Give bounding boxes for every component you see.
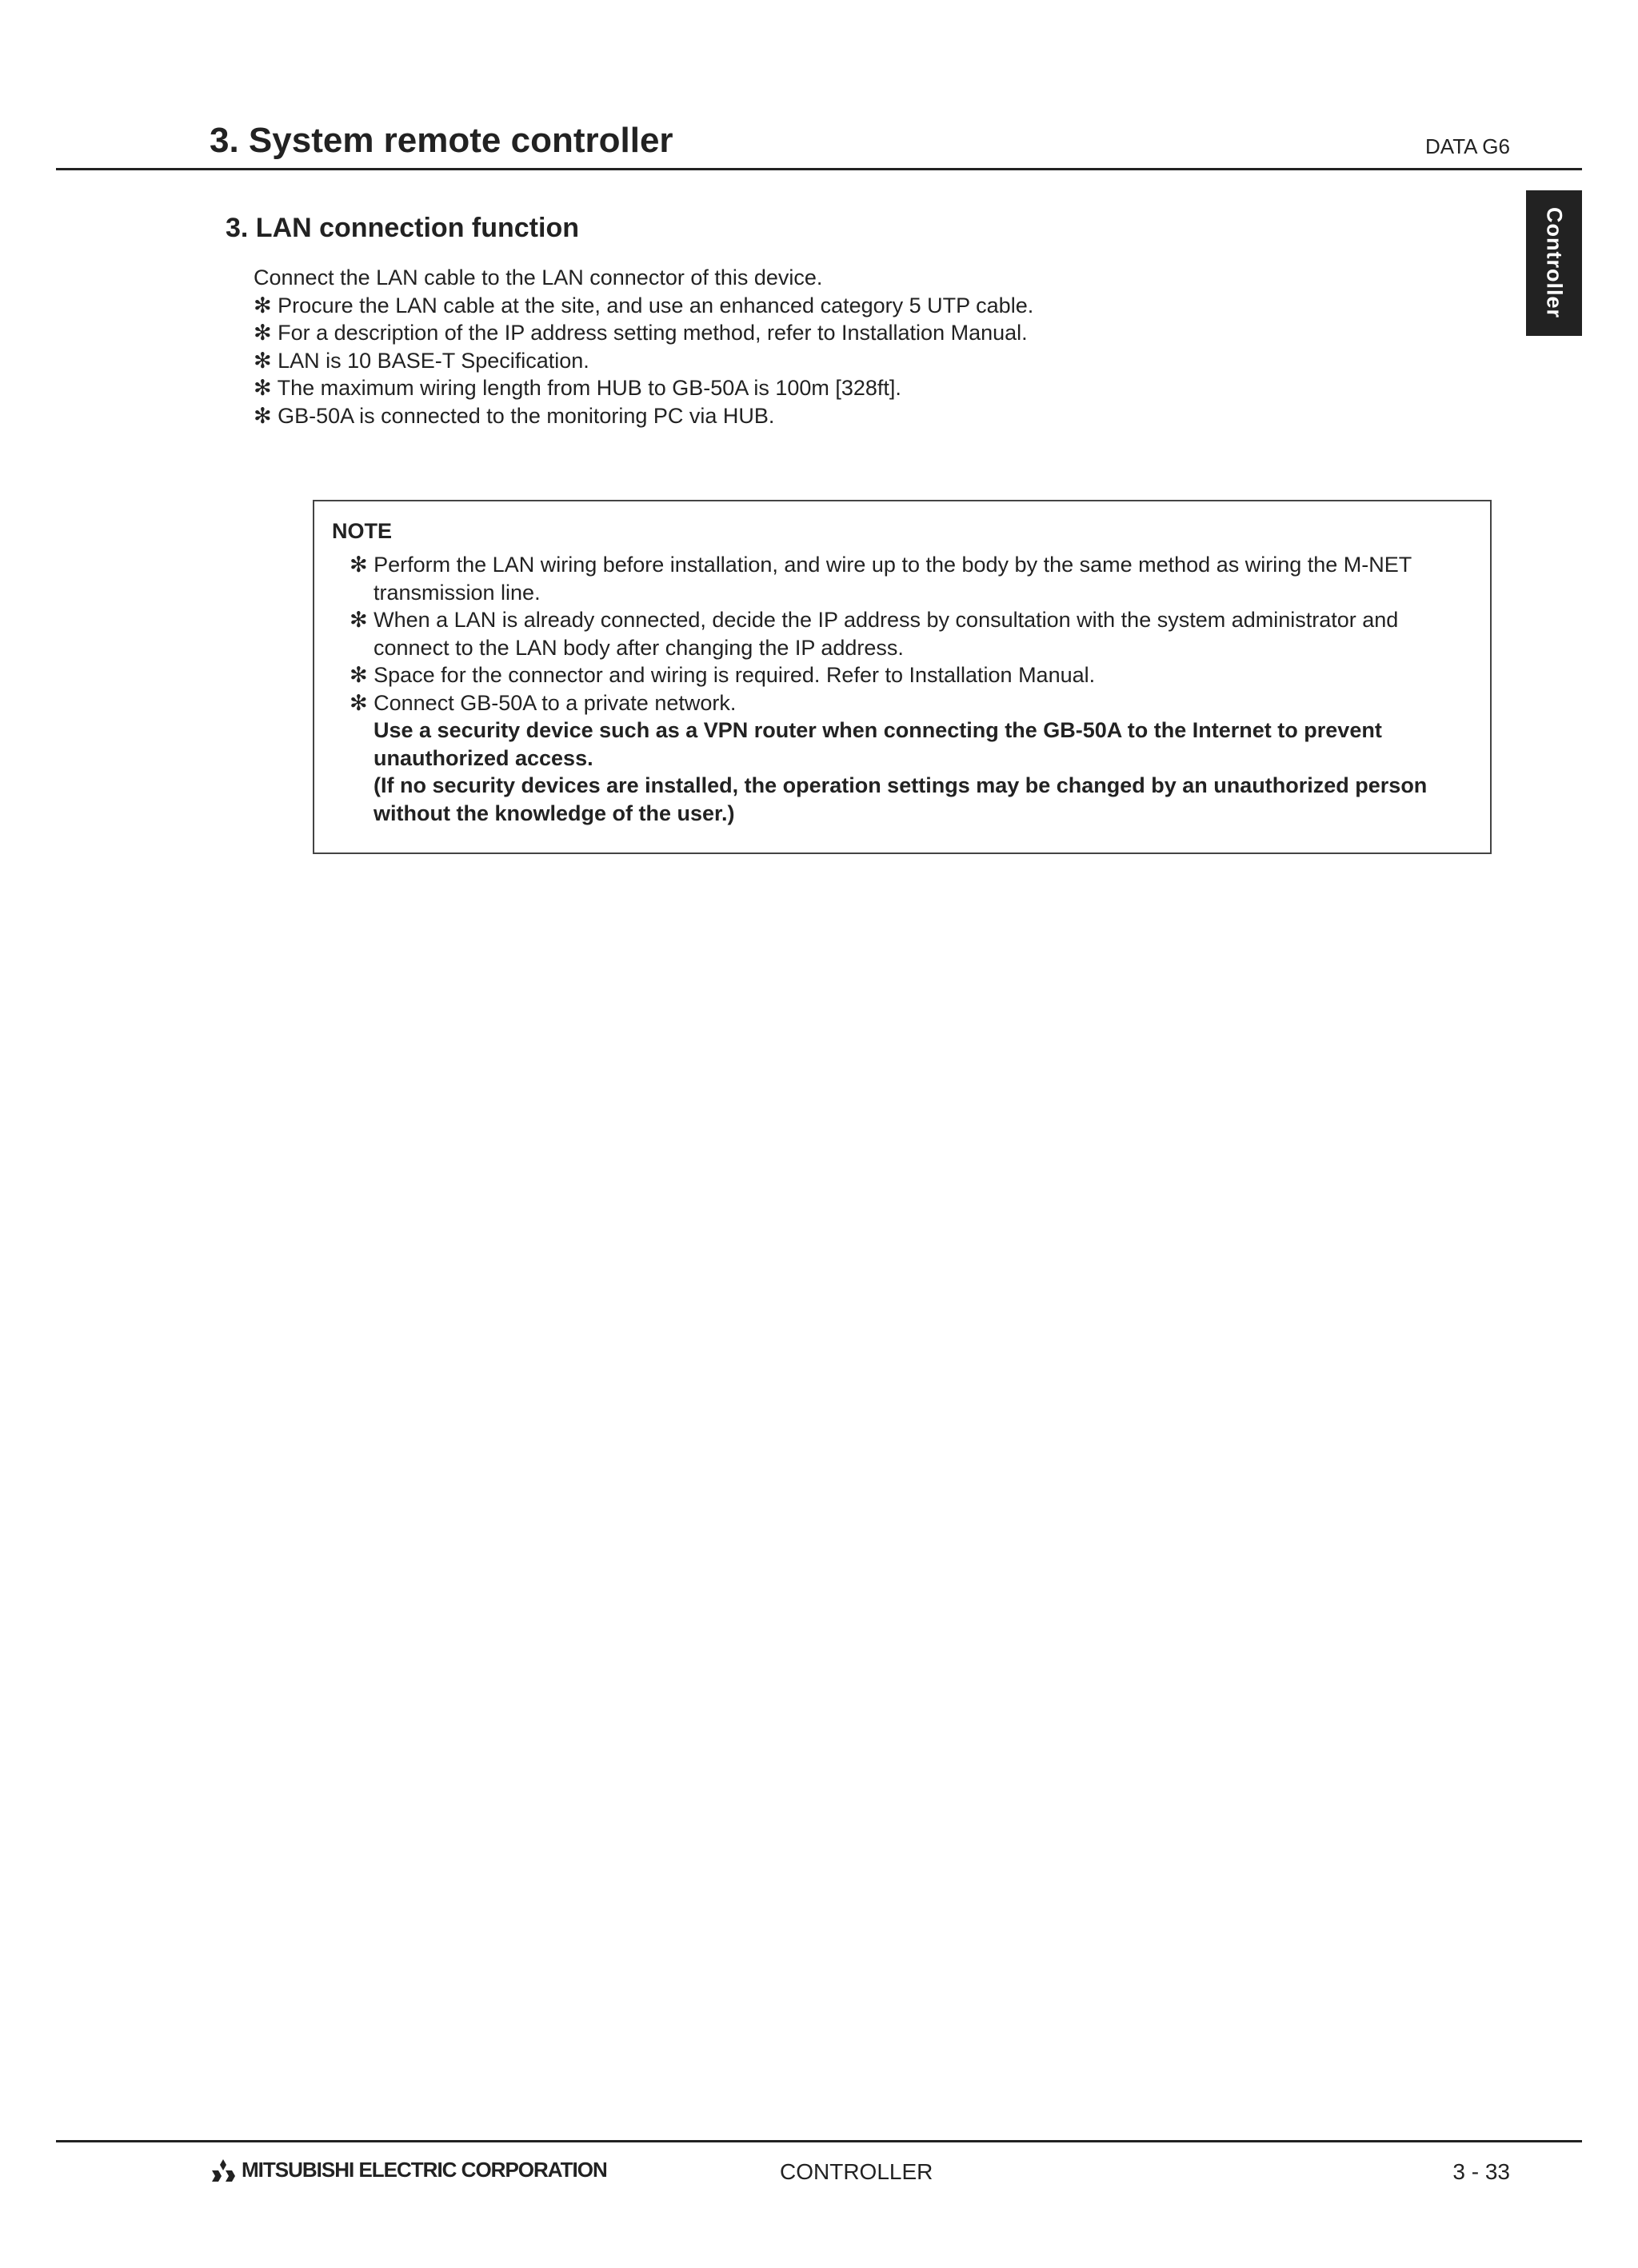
section-line: ✻ GB-50A is connected to the monitoring PC via HUB. — [254, 403, 775, 428]
mitsubishi-logo-icon — [210, 2158, 237, 2182]
section-line: ✻ Procure the LAN cable at the site, and use an enhanced category 5 UTP cable. — [254, 293, 1034, 317]
section-heading: 3. LAN connection function — [226, 213, 579, 243]
brand-name: MITSUBISHI ELECTRIC CORPORATION — [242, 2158, 607, 2182]
footer-brand — [210, 2158, 607, 2182]
note-items — [350, 551, 1477, 827]
header-divider — [56, 168, 1582, 170]
page-number: 3 - 33 — [1452, 2159, 1510, 2184]
note-title: NOTE — [332, 519, 393, 543]
note-box — [313, 500, 1492, 854]
footer-section-label: CONTROLLER — [780, 2159, 933, 2184]
side-tab — [1526, 190, 1582, 336]
footer-divider — [56, 2140, 1582, 2142]
note-item: ✻ Perform the LAN wiring before installation, and wire up to the body by the same method as wiring the M-NET transmission line. — [350, 553, 1412, 605]
security-warning-detail: (If no security devices are installed, the operation settings may be changed by an unauthorized person without the knowledge of the user.) — [374, 773, 1428, 825]
section-line: Connect the LAN cable to the LAN connector of this device. — [254, 266, 823, 289]
section-line: ✻ The maximum wiring length from HUB to GB-50A is 100m [328ft]. — [254, 376, 901, 400]
side-tab-label: Controller — [1542, 207, 1567, 319]
note-item: ✻ Space for the connector and wiring is required. Refer to Installation Manual. — [350, 663, 1096, 687]
security-warning: Use a security device such as a VPN router when connecting the GB-50A to the Internet to prevent unauthorized access. — [374, 718, 1382, 770]
section-line: ✻ For a description of the IP address setting method, refer to Installation Manual. — [254, 321, 1028, 345]
document-code: DATA G6 — [1425, 134, 1510, 158]
section-body — [254, 264, 1453, 429]
section-line: ✻ LAN is 10 BASE-T Specification. — [254, 348, 589, 373]
page-title: 3. System remote controller — [210, 121, 673, 160]
note-item: ✻ When a LAN is already connected, decide the IP address by consultation with the system administrator and connect to the LAN body after changing the IP address. — [350, 608, 1399, 660]
note-item: ✻ Connect GB-50A to a private network. — [350, 690, 737, 715]
